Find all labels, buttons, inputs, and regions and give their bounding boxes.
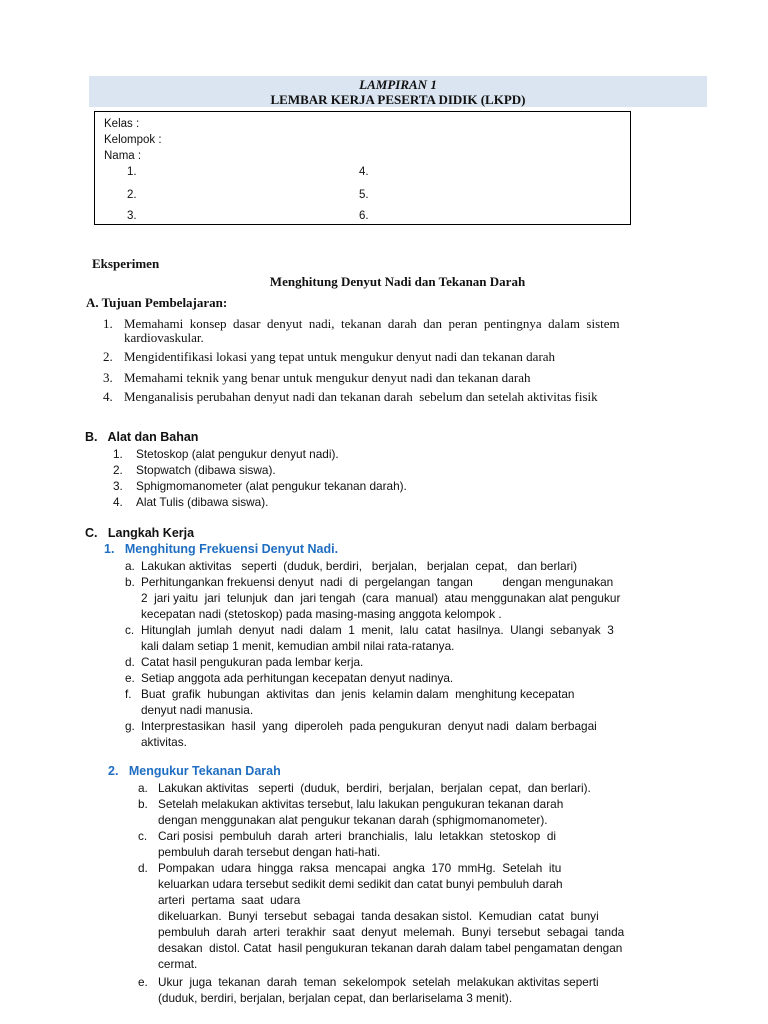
list-letter: a. — [125, 559, 135, 573]
step-line: Ukur juga tekanan darah teman sekelompok setelah melakukan aktivitas seperti — [158, 975, 599, 989]
worksheet-title: LEMBAR KERJA PESERTA DIDIK (LKPD) — [270, 92, 526, 107]
step-line: pembuluh darah arteri terakhir saat denyut melemah. Bunyi tersebut sebagai tanda — [158, 925, 625, 939]
objective-line: Mengidentifikasi lokasi yang tepat untuk mengukur denyut nadi dan tekanan darah — [124, 349, 556, 364]
list-letter: c. — [125, 623, 135, 637]
member-number: 1. — [127, 166, 137, 178]
step-line: Cari posisi pembuluh darah arteri branchialis, lalu letakkan stetoskop di — [158, 829, 557, 843]
subsection-1-title: 1. Menghitung Frekuensi Denyut Nadi. — [104, 542, 339, 556]
member-number: 4. — [359, 166, 369, 178]
section-c-heading: C. Langkah Kerja — [85, 526, 195, 540]
list-letter: b. — [138, 797, 148, 811]
step-line: kecepatan nadi (stetoskop) pada masing-masing anggota kelompok . — [141, 607, 502, 621]
list-number: 2. — [113, 463, 123, 477]
step-line: kali dalam setiap 1 menit, kemudian ambil nilai rata-ratanya. — [141, 639, 455, 653]
appendix-label: LAMPIRAN 1 — [359, 77, 437, 92]
objective-line: kardiovaskular. — [124, 330, 204, 345]
member-number: 2. — [127, 189, 137, 201]
member-number: 3. — [127, 210, 137, 222]
step-line: keluarkan udara tersebut sedikit demi sedikit dan catat bunyi pembuluh darah — [158, 877, 563, 891]
experiment-title: Menghitung Denyut Nadi dan Tekanan Darah — [269, 274, 526, 289]
step-line: pembuluh darah tersebut dengan hati-hati. — [158, 845, 381, 859]
material-item: Alat Tulis (dibawa siswa). — [136, 495, 269, 509]
step-line: arteri pertama saat udara — [158, 893, 301, 907]
list-letter: d. — [125, 655, 135, 669]
objective-line: Memahami konsep dasar denyut nadi, tekanan darah dan peran pentingnya dalam sistem — [124, 316, 620, 331]
material-item: Stetoskop (alat pengukur denyut nadi). — [136, 447, 339, 461]
list-letter: g. — [125, 719, 135, 733]
field-kelompok: Kelompok : — [104, 134, 162, 146]
step-line: Lakukan aktivitas seperti (duduk, berdiri, berjalan, berjalan cepat, dan berlari). — [158, 781, 591, 795]
step-line: aktivitas. — [141, 735, 187, 749]
step-line: denyut nadi manusia. — [141, 703, 254, 717]
step-line: desakan distol. Catat hasil pengukuran tekanan darah dalam tabel pengamatan dengan — [158, 941, 623, 955]
list-letter: e. — [138, 975, 148, 989]
step-line: cermat. — [158, 957, 198, 971]
list-letter: b. — [125, 575, 135, 589]
step-line: 2 jari yaitu jari telunjuk dan jari tengah (cara manual) atau menggunakan alat pengukur — [141, 591, 621, 605]
step-line: Buat grafik hubungan aktivitas dan jenis kelamin dalam menghitung kecepatan — [141, 687, 575, 701]
list-number: 4. — [103, 389, 113, 404]
list-letter: d. — [138, 861, 148, 875]
field-nama: Nama : — [104, 150, 142, 162]
list-number: 4. — [113, 495, 123, 509]
material-item: Stopwatch (dibawa siswa). — [136, 463, 276, 477]
step-line: Hitunglah jumlah denyut nadi dalam 1 menit, lalu catat hasilnya. Ulangi sebanyak 3 — [141, 623, 614, 637]
field-kelas: Kelas : — [104, 118, 140, 130]
step-line: dengan menggunakan alat pengukur tekanan darah (sphigmomanometer). — [158, 813, 548, 827]
material-item: Sphigmomanometer (alat pengukur tekanan darah). — [136, 479, 407, 493]
list-number: 2. — [103, 349, 113, 364]
member-number: 5. — [359, 189, 369, 201]
step-line: Setelah melakukan aktivitas tersebut, lalu lakukan pengukuran tekanan darah — [158, 797, 564, 811]
list-letter: f. — [125, 687, 132, 701]
list-number: 3. — [113, 479, 123, 493]
objective-line: Menganalisis perubahan denyut nadi dan tekanan darah sebelum dan setelah aktivitas fisik — [124, 389, 598, 404]
step-line: (duduk, berdiri, berjalan, berjalan cepat, dan berlariselama 3 menit). — [158, 991, 513, 1005]
list-letter: c. — [138, 829, 148, 843]
list-letter: e. — [125, 671, 135, 685]
step-line: Interprestasikan hasil yang diperoleh pada pengukuran denyut nadi dalam berbagai — [141, 719, 597, 733]
step-line: Setiap anggota ada perhitungan kecepatan denyut nadinya. — [141, 671, 454, 685]
subsection-2-title: 2. Mengukur Tekanan Darah — [108, 764, 281, 778]
step-line: Perhitungankan frekuensi denyut nadi di pergelangan tangan dengan mengunakan — [141, 575, 614, 589]
list-letter: a. — [138, 781, 148, 795]
document-header — [89, 76, 707, 107]
list-number: 1. — [103, 316, 113, 331]
section-a-heading: A. Tujuan Pembelajaran: — [86, 295, 228, 310]
step-line: Catat hasil pengukuran pada lembar kerja. — [141, 655, 364, 669]
experiment-label: Eksperimen — [92, 256, 160, 271]
list-number: 1. — [113, 447, 123, 461]
step-line: Pompakan udara hingga raksa mencapai angka 170 mmHg. Setelah itu — [158, 861, 562, 875]
section-b-heading: B. Alat dan Bahan — [85, 430, 199, 444]
objective-line: Memahami teknik yang benar untuk mengukur denyut nadi dan tekanan darah — [124, 370, 531, 385]
list-number: 3. — [103, 370, 113, 385]
step-line: Lakukan aktivitas seperti (duduk, berdiri, berjalan, berjalan cepat, dan berlari) — [141, 559, 578, 573]
member-number: 6. — [359, 210, 369, 222]
step-line: dikeluarkan. Bunyi tersebut sebagai tanda desakan sistol. Kemudian catat bunyi — [158, 909, 599, 923]
identity-box — [94, 111, 631, 225]
